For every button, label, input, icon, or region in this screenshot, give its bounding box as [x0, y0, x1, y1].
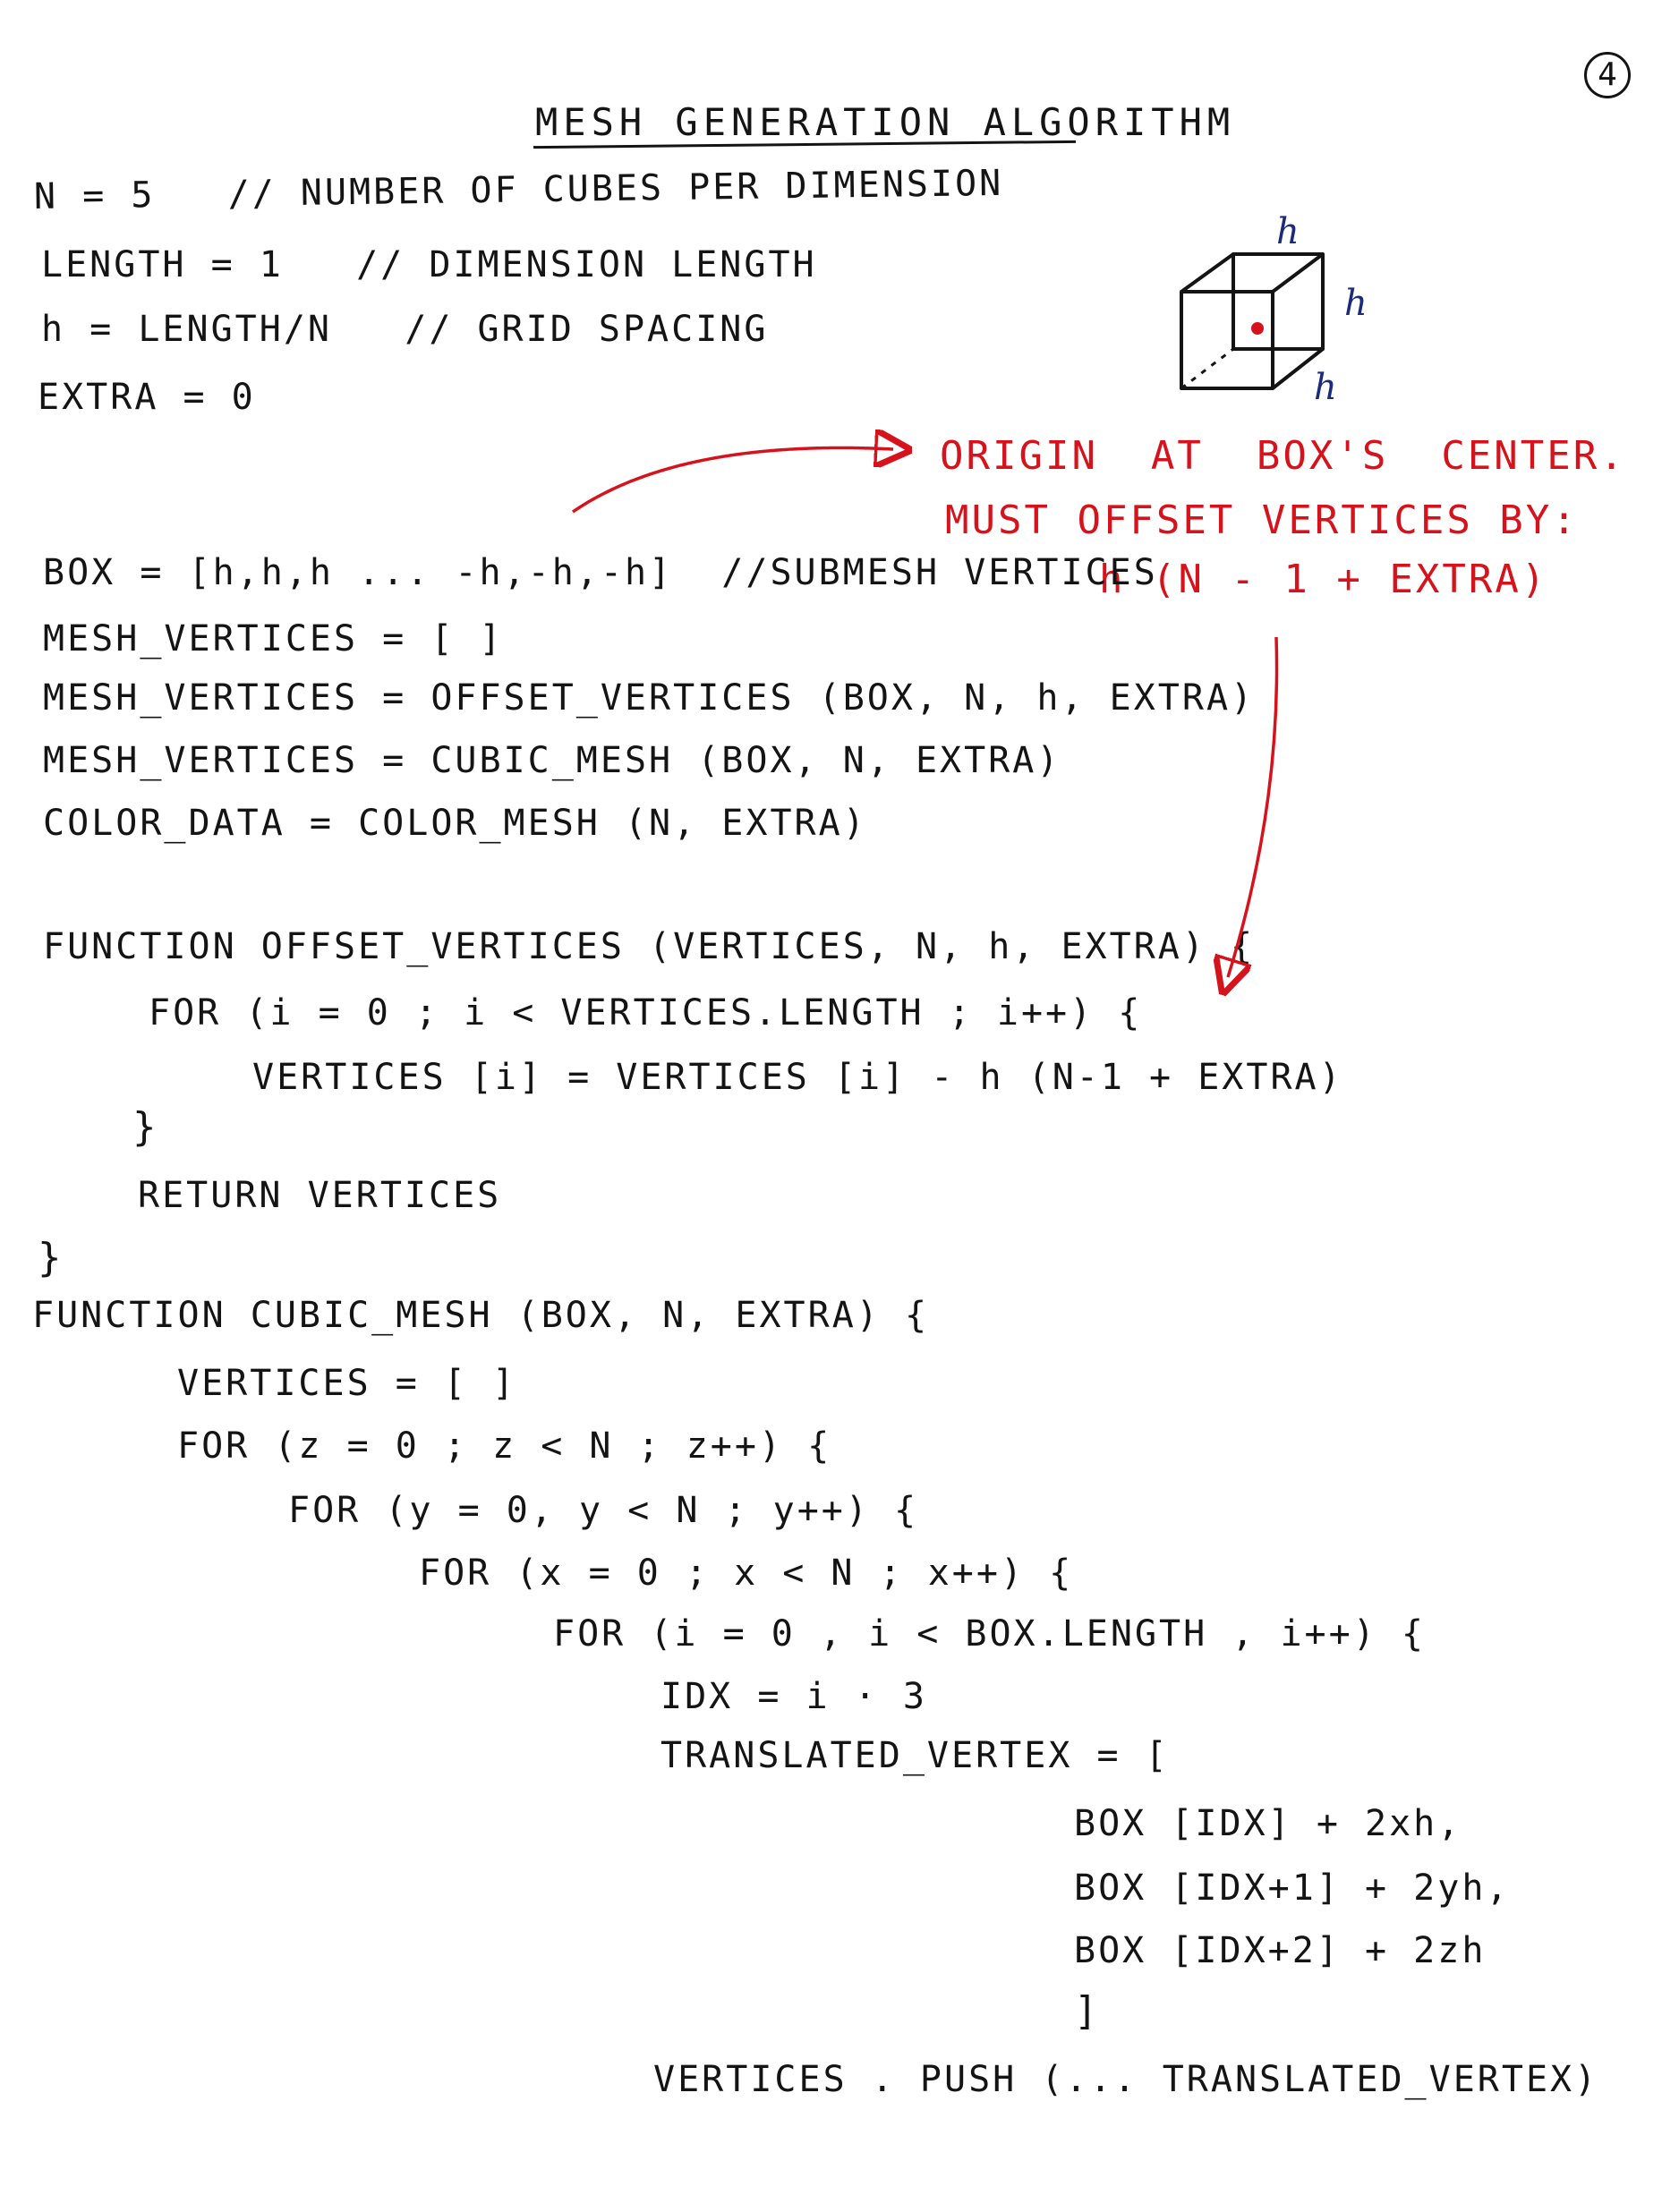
cubic-translated-close: ]	[1074, 1988, 1101, 2034]
cube-label-right: h	[1344, 283, 1368, 324]
offset-function-signature: FUNCTION OFFSET_VERTICES (VERTICES, N, h, EXTRA) {	[43, 926, 1256, 967]
setup-extra-line: EXTRA = 0	[38, 377, 256, 418]
offset-for-loop: FOR (i = 0 ; i < VERTICES.LENGTH ; i++) {	[149, 992, 1143, 1034]
cubic-translated-z: BOX [IDX+2] + 2zh	[1074, 1930, 1487, 1971]
annotation-line-1: ORIGIN AT BOX'S CENTER.	[940, 433, 1626, 479]
box-assignment: BOX = [h,h,h ... -h,-h,-h] //SUBMESH VERTICES	[43, 552, 1158, 593]
setup-n-line: N = 5 // NUMBER OF CUBES PER DIMENSION	[33, 162, 1004, 217]
cubic-for-x: FOR (x = 0 ; x < N ; x++) {	[419, 1553, 1074, 1594]
cube-sketch	[1181, 254, 1323, 388]
cubic-vertices-init: VERTICES = [ ]	[177, 1363, 517, 1404]
cubic-translated-y: BOX [IDX+1] + 2yh,	[1074, 1867, 1511, 1909]
setup-h-line: h = LENGTH/N // GRID SPACING	[41, 309, 769, 350]
offset-return: RETURN VERTICES	[138, 1175, 502, 1216]
setup-length-line: LENGTH = 1 // DIMENSION LENGTH	[41, 244, 817, 285]
offset-function-close: }	[38, 1235, 64, 1280]
annotation-line-2: MUST OFFSET VERTICES BY:	[945, 498, 1579, 543]
cubic-vertices-push: VERTICES . PUSH (... TRANSLATED_VERTEX)	[653, 2059, 1599, 2100]
page-number: 4	[1584, 52, 1631, 98]
cube-hidden-edge-bl	[1181, 349, 1233, 388]
mesh-vertices-init: MESH_VERTICES = [ ]	[43, 618, 504, 659]
cube-edge-tl	[1181, 254, 1233, 292]
cube-front-face	[1181, 292, 1273, 388]
cube-label-bottom: h	[1314, 367, 1337, 408]
offset-for-close: }	[132, 1104, 159, 1150]
annotation-arrow-down	[1228, 637, 1277, 977]
cubic-for-i: FOR (i = 0 , i < BOX.LENGTH , i++) {	[553, 1613, 1426, 1655]
cubic-idx: IDX = i · 3	[661, 1676, 927, 1717]
cube-back-face	[1233, 254, 1323, 349]
color-data-line: COLOR_DATA = COLOR_MESH (N, EXTRA)	[43, 803, 867, 844]
cubic-for-z: FOR (z = 0 ; z < N ; z++) {	[177, 1425, 832, 1467]
cube-center-dot	[1251, 322, 1264, 335]
annotation-line-3: h (N - 1 + EXTRA)	[1099, 557, 1548, 602]
cube-edge-tr	[1273, 254, 1323, 292]
annotation-arrow-top	[573, 447, 893, 512]
cubic-for-y: FOR (y = 0, y < N ; y++) {	[288, 1490, 919, 1531]
cubic-function-signature: FUNCTION CUBIC_MESH (BOX, N, EXTRA) {	[32, 1295, 930, 1336]
cubic-translated-x: BOX [IDX] + 2xh,	[1074, 1803, 1462, 1844]
mesh-vertices-cubic: MESH_VERTICES = CUBIC_MESH (BOX, N, EXTRA)	[43, 740, 1061, 781]
offset-loop-body: VERTICES [i] = VERTICES [i] - h (N-1 + EXTRA)	[252, 1057, 1343, 1098]
mesh-vertices-offset: MESH_VERTICES = OFFSET_VERTICES (BOX, N, h, EXTRA)	[43, 677, 1256, 719]
page-title: MESH GENERATION ALGORITHM	[535, 100, 1236, 144]
cubic-translated-open: TRANSLATED_VERTEX = [	[661, 1735, 1170, 1776]
cube-label-top: h	[1276, 211, 1300, 252]
